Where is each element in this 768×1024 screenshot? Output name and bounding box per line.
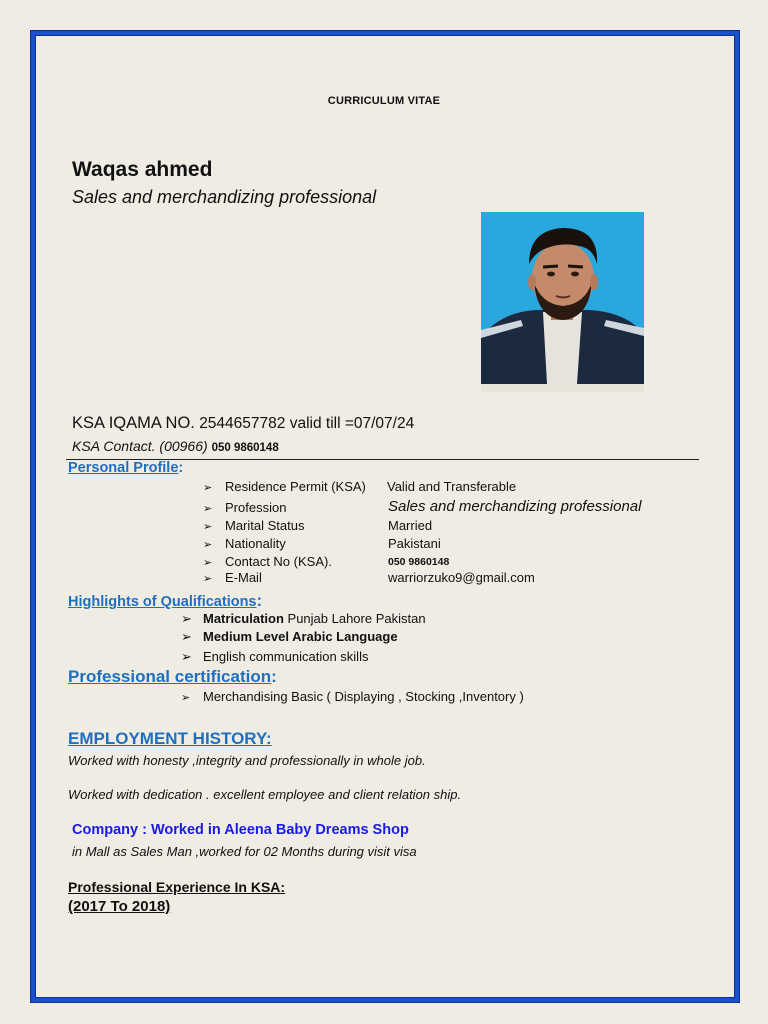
qualifications-heading: Highlights of Qualifications:: [68, 591, 263, 610]
profile-label: Residence Permit (KSA): [225, 479, 366, 494]
profile-photo: [481, 212, 644, 392]
profile-value: Married: [388, 518, 433, 533]
employment-line: Worked with dedication . excellent employee and client relation ship.: [68, 787, 462, 802]
contact-line: [72, 438, 279, 454]
bullet-arrow-icon: ➢: [181, 611, 192, 626]
qualification-bold: Medium Level Arabic Language: [203, 629, 398, 644]
portrait-image: [481, 212, 644, 392]
iqama-label: KSA IQAMA NO.: [72, 414, 195, 432]
profile-label: Nationality: [225, 536, 286, 551]
certification-heading: Professional certification:: [68, 667, 277, 686]
profile-value: Valid and Transferable: [387, 479, 517, 494]
employment-line: Worked with honesty ,integrity and professionally in whole job.: [68, 753, 426, 768]
qualification-item: [181, 611, 426, 627]
company-line: Company : Worked in Aleena Baby Dreams Shop: [72, 822, 409, 838]
company-detail: in Mall as Sales Man ,worked for 02 Months during visit visa: [72, 844, 417, 859]
bullet-arrow-icon: ➢: [203, 557, 213, 569]
qualification-item: [181, 629, 398, 645]
profile-label: Marital Status: [225, 518, 305, 533]
bullet-arrow-icon: ➢: [181, 629, 192, 644]
employment-heading: EMPLOYMENT HISTORY:: [68, 729, 272, 748]
profile-value: warriorzuko9@gmail.com: [388, 570, 535, 585]
profile-value: 050 9860148: [388, 556, 450, 568]
contact-number: 050 9860148: [211, 442, 279, 454]
bullet-arrow-icon: ➢: [181, 649, 192, 664]
profile-label: Contact No (KSA).: [225, 554, 332, 569]
certification-text: Merchandising Basic ( Displaying , Stocking ,Inventory ): [203, 689, 524, 704]
applicant-tagline: Sales and merchandizing professional: [72, 187, 377, 207]
profile-value: Sales and merchandizing professional: [388, 498, 642, 515]
profile-label: E-Mail: [225, 570, 262, 585]
bullet-arrow-icon: ➢: [203, 539, 213, 551]
bullet-arrow-icon: ➢: [203, 482, 213, 494]
contact-label: KSA Contact. (00966): [72, 438, 208, 454]
profile-row-nationality: [203, 536, 683, 551]
qualification-text: Punjab Lahore Pakistan: [283, 611, 426, 626]
profile-row-marital: [203, 518, 683, 533]
profile-value: Pakistani: [388, 536, 441, 551]
bullet-arrow-icon: ➢: [203, 503, 213, 515]
bullet-arrow-icon: ➢: [203, 573, 213, 585]
document-title: CURRICULUM VITAE: [327, 95, 441, 107]
applicant-name: Waqas ahmed: [72, 158, 213, 181]
profile-row-residence: [203, 479, 683, 494]
qualification-bold: Matriculation: [203, 611, 284, 626]
certification-item: [181, 689, 524, 704]
profile-row-email: [203, 570, 683, 585]
iqama-line: [72, 414, 414, 433]
qualification-item: [181, 649, 368, 665]
profile-row-profession: [203, 500, 683, 515]
profile-row-contact: [203, 554, 683, 569]
bullet-arrow-icon: ➢: [181, 692, 191, 704]
experience-heading: Professional Experience In KSA:: [68, 879, 286, 895]
bullet-arrow-icon: ➢: [203, 521, 213, 533]
iqama-value: 2544657782 valid till =07/07/24: [199, 415, 415, 432]
profile-label: Profession: [225, 500, 287, 515]
personal-profile-heading: Personal Profile:: [68, 460, 184, 476]
experience-period: (2017 To 2018): [68, 898, 171, 915]
qualification-text: English communication skills: [203, 649, 369, 664]
